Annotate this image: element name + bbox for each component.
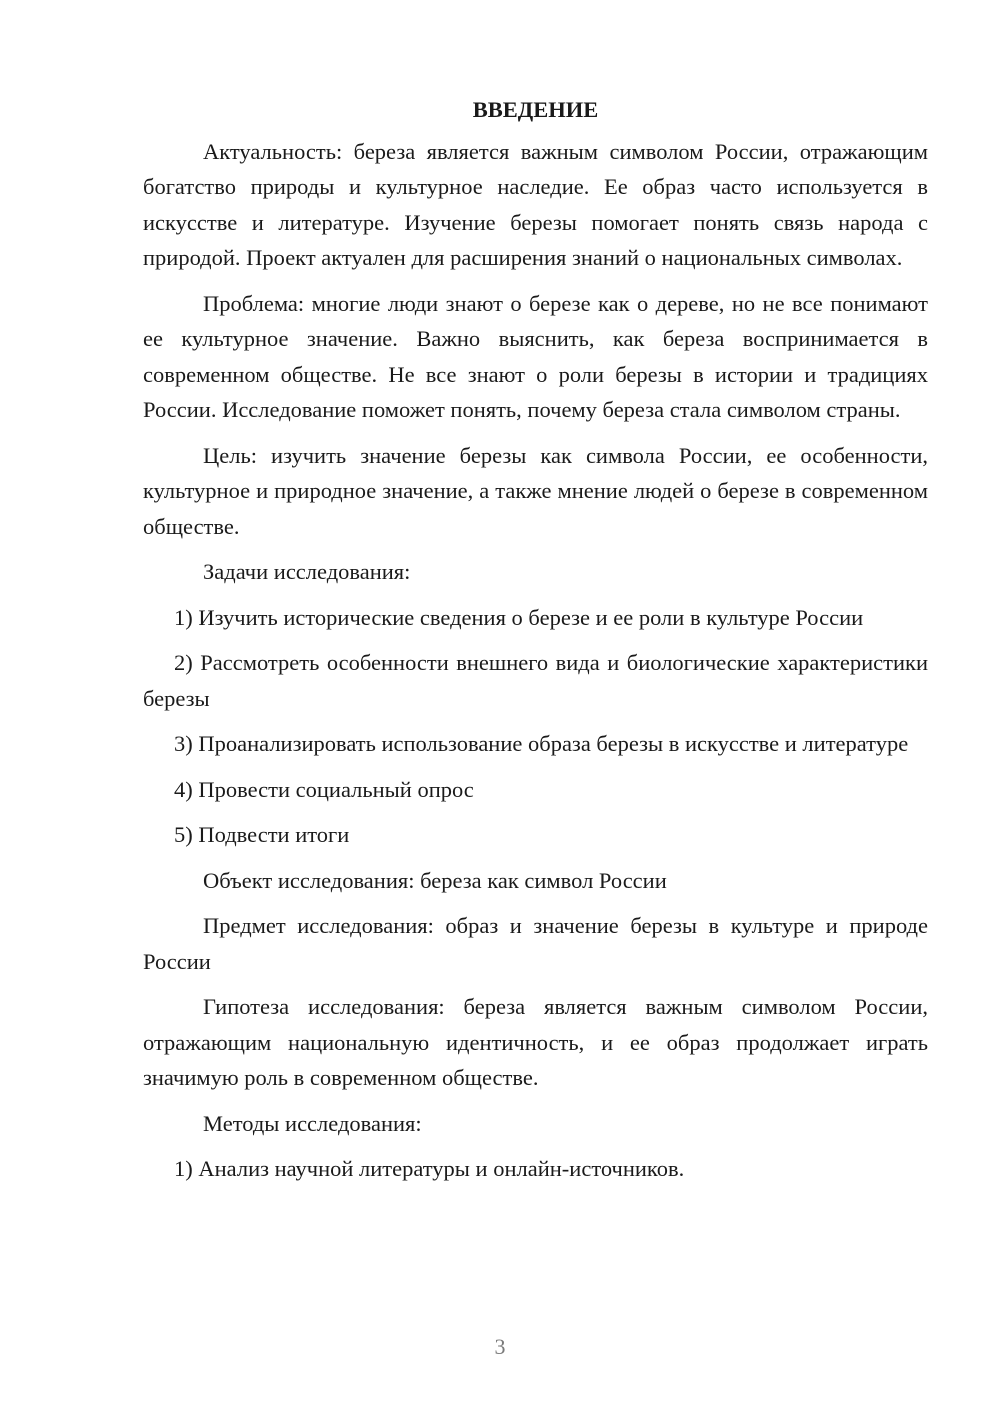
task-item-3: 3) Проанализировать использование образа березы в искусстве и литературе (174, 731, 909, 756)
relevance-paragraph: Актуальность: береза является важным символом России, отражающим богатство природы и культурное наследие. Ее образ часто используется в искусстве и литературе. Изучение березы помогает понять связь народа с природой. Проект актуален для расширения знаний о национальных символах. (143, 138, 928, 270)
task-item-2: 2) Рассмотреть особенности внешнего вида и биологические характеристики березы (143, 650, 928, 711)
tasks-heading: Задачи исследования: (203, 559, 411, 584)
object-paragraph: Объект исследования: береза как символ России (203, 867, 667, 893)
methods-heading: Методы исследования: (203, 1110, 422, 1136)
task-item-5: 5) Подвести итоги (174, 822, 350, 847)
hypothesis-paragraph: Гипотеза исследования: береза является важным символом России, отражающим национальную идентичность, и ее образ продолжает играть значимую роль в современном обществе. (143, 994, 928, 1090)
subject-paragraph: Предмет исследования: образ и значение березы в культуре и природе России (143, 913, 928, 974)
method-item-1: 1) Анализ научной литературы и онлайн-источников. (174, 1156, 685, 1181)
page-number: 3 (494, 1334, 506, 1359)
task-item-4: 4) Провести социальный опрос (174, 776, 474, 802)
document-page (143, 92, 928, 1197)
problem-paragraph: Проблема: многие люди знают о березе как о дереве, но не все понимают ее культурное значение. Важно выяснить, как береза воспринимается в современном обществе. Не все знают о роли березы в истории и традициях России. Исследование поможет понять, почему береза стала символом страны. (143, 290, 928, 422)
task-item-1: 1) Изучить исторические сведения о березе и ее роли в культуре России (174, 604, 864, 630)
goal-paragraph: Цель: изучить значение березы как символа России, ее особенности, культурное и природное значение, а также мнение людей о березе в современном обществе. (143, 442, 928, 539)
page-title: ВВЕДЕНИЕ (472, 97, 599, 122)
